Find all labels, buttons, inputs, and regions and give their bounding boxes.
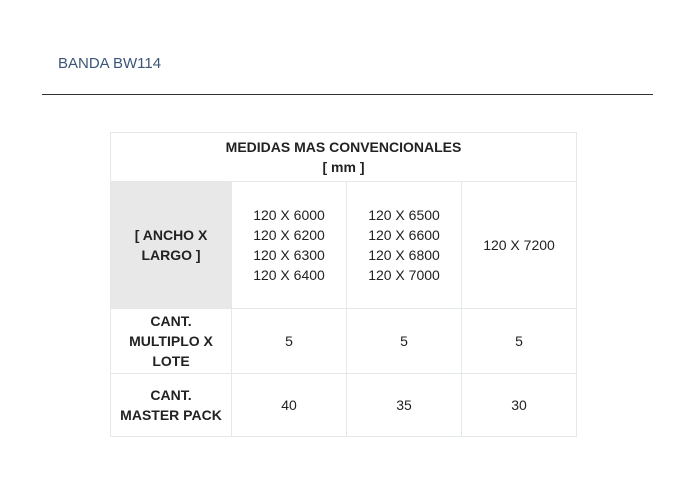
row-label-sizes [111, 182, 232, 309]
row-label-line: MASTER PACK [120, 407, 222, 423]
row-label-line: LARGO ] [141, 247, 201, 263]
size-value: 120 X 6200 [253, 227, 325, 243]
title-divider [42, 94, 653, 95]
multiplo-value: 5 [232, 309, 347, 374]
master-pack-value: 40 [232, 374, 347, 437]
sizes-cell-3 [462, 182, 577, 309]
multiplo-value: 5 [347, 309, 462, 374]
table-header-unit: [ mm ] [322, 159, 365, 175]
size-value: 120 X 6600 [368, 227, 440, 243]
master-pack-value: 35 [347, 374, 462, 437]
size-value: 120 X 6000 [253, 207, 325, 223]
product-title: BANDA BW114 [58, 55, 162, 72]
sizes-cell-2 [347, 182, 462, 309]
size-value: 120 X 7000 [368, 267, 440, 283]
size-value: 120 X 6500 [368, 207, 440, 223]
row-label-line: LOTE [152, 353, 190, 369]
table-row-master-pack [111, 374, 577, 437]
sizes-table [110, 132, 577, 437]
row-label-line: MULTIPLO X [129, 333, 213, 349]
row-label-line: [ ANCHO X [134, 227, 208, 243]
size-value: 120 X 7200 [483, 237, 555, 253]
multiplo-value: 5 [462, 309, 577, 374]
row-label-line: CANT. [150, 387, 192, 403]
row-label-line: CANT. [150, 313, 192, 329]
table-row-multiplo [111, 309, 577, 374]
master-pack-value: 30 [462, 374, 577, 437]
sizes-cell-1 [232, 182, 347, 309]
size-value: 120 X 6300 [253, 247, 325, 263]
row-label-multiplo [111, 309, 232, 374]
table-header-title: MEDIDAS MAS CONVENCIONALES [225, 139, 462, 155]
size-value: 120 X 6400 [253, 267, 325, 283]
table-header [111, 133, 577, 182]
table-header-row [111, 133, 577, 182]
row-label-master-pack [111, 374, 232, 437]
table-row-sizes [111, 182, 577, 309]
size-value: 120 X 6800 [368, 247, 440, 263]
